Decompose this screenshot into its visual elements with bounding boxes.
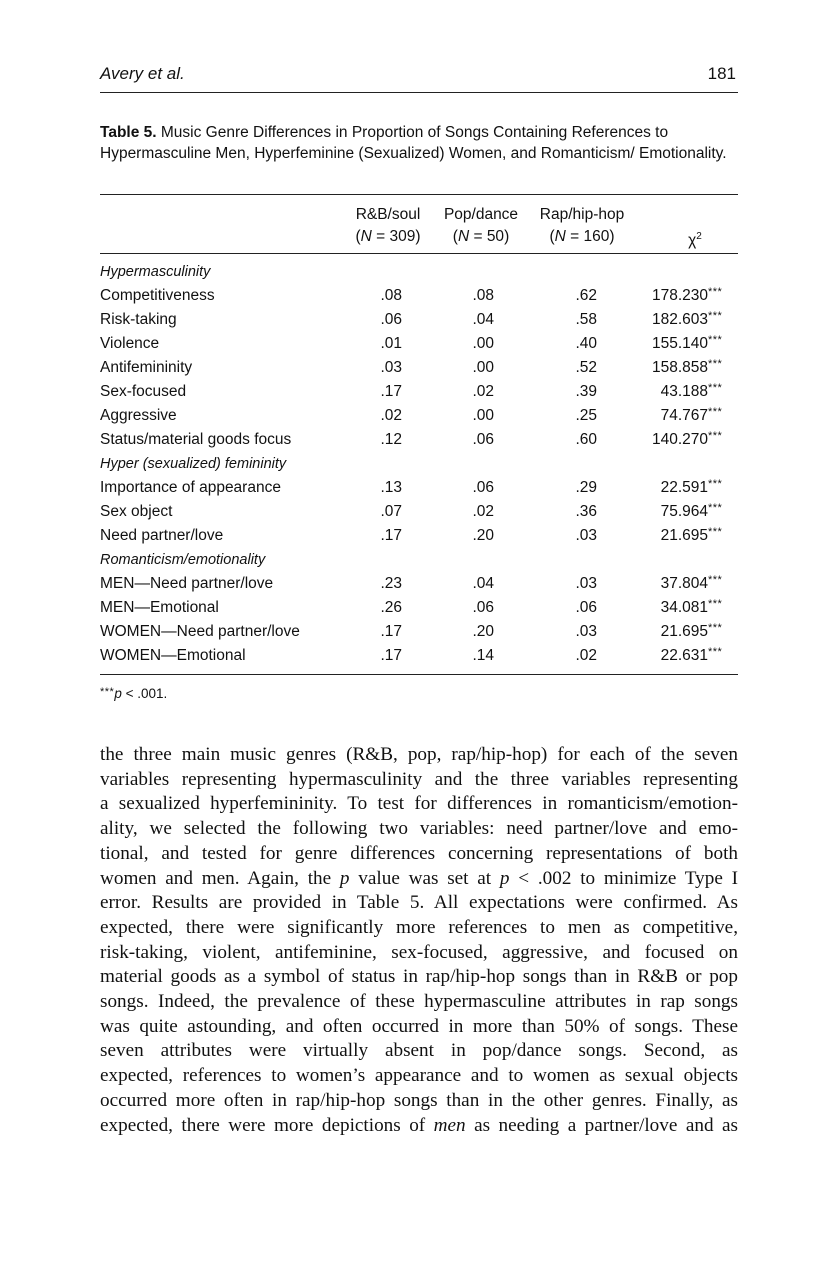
row-label: Violence — [100, 335, 160, 352]
running-head-author: Avery et al. — [100, 64, 185, 83]
column-n: (N = 50) — [452, 228, 510, 245]
cell-rap: .36 — [575, 503, 597, 520]
cell-rnb: .01 — [380, 335, 402, 352]
cell-rnb: .02 — [380, 407, 402, 424]
row-label: Competitiveness — [100, 287, 215, 304]
row-label: WOMEN—Emotional — [100, 647, 246, 664]
significance-marker: *** — [708, 622, 723, 634]
table-caption — [100, 122, 738, 164]
cell-rnb: .03 — [380, 359, 402, 376]
body-text-line: was quite astounding, and often occurred in more than 50% of songs. These — [100, 1015, 738, 1037]
table-caption-label: Table 5. — [100, 124, 157, 141]
cell-chi-square: 140.270 — [651, 431, 708, 448]
body-text — [100, 743, 738, 1138]
column-header-rap — [535, 204, 629, 248]
column-header-pop — [440, 204, 522, 248]
cell-chi-square: 158.858 — [651, 359, 708, 376]
cell-pop: .04 — [472, 311, 494, 328]
row-label: Status/material goods focus — [100, 431, 292, 448]
significance-marker: *** — [708, 358, 723, 370]
table-section-heading — [100, 548, 738, 572]
cell-rnb: .17 — [380, 527, 402, 544]
cell-pop: .14 — [472, 647, 494, 664]
row-label: Antifemininity — [100, 359, 193, 376]
table-row — [100, 332, 738, 356]
cell-rnb: .08 — [380, 287, 402, 304]
page-number: 181 — [707, 64, 736, 83]
cell-rap: .60 — [575, 431, 597, 448]
cell-rnb: .12 — [380, 431, 402, 448]
cell-pop: .00 — [472, 335, 494, 352]
body-text-line: risk-taking, violent, antifeminine, sex-focused, aggressive, and focused on — [100, 941, 738, 963]
cell-chi-square: 43.188 — [660, 383, 708, 400]
column-name: R&B/soul — [355, 206, 421, 223]
cell-pop: .02 — [472, 383, 494, 400]
table-row — [100, 476, 738, 500]
cell-rap: .29 — [575, 479, 597, 496]
column-name: Rap/hip-hop — [539, 206, 625, 223]
table-row — [100, 572, 738, 596]
table-row — [100, 380, 738, 404]
significance-marker: *** — [708, 526, 723, 538]
significance-marker: *** — [708, 382, 723, 394]
cell-chi-square: 74.767 — [660, 407, 708, 424]
row-label: Romanticism/emotionality — [100, 552, 266, 568]
body-text-line: expected, there were significantly more references to men as competitive, — [100, 916, 738, 938]
row-label: MEN—Emotional — [100, 599, 219, 616]
row-label: Need partner/love — [100, 527, 224, 544]
body-text-line: material goods as a symbol of status in rap/hip-hop songs than in R&B or pop — [100, 966, 738, 988]
cell-rnb: .13 — [380, 479, 402, 496]
cell-pop: .06 — [472, 479, 494, 496]
table-section-heading — [100, 260, 738, 284]
cell-chi-square: 182.603 — [651, 311, 708, 328]
cell-pop: .06 — [472, 431, 494, 448]
cell-rap: .03 — [575, 575, 597, 592]
body-text-line: women and men. Again, the p value was set at p < .002 to minimize Type I — [100, 867, 739, 889]
cell-chi-square: 75.964 — [660, 503, 708, 520]
body-text-line: expected, references to women’s appearance and to women as sexual objects — [100, 1065, 738, 1087]
table-row — [100, 284, 738, 308]
cell-rap: .58 — [575, 311, 597, 328]
row-label: Sex-focused — [100, 383, 187, 400]
row-label: Hyper (sexualized) femininity — [100, 456, 287, 472]
cell-chi-square: 21.695 — [660, 527, 708, 544]
cell-pop: .04 — [472, 575, 494, 592]
body-text-line: variables representing hypermasculinity and the three variables representing — [100, 768, 738, 790]
cell-rap: .03 — [575, 527, 597, 544]
cell-rnb: .17 — [380, 383, 402, 400]
cell-rap: .03 — [575, 623, 597, 640]
cell-rnb: .17 — [380, 623, 402, 640]
column-name: Pop/dance — [443, 206, 519, 223]
body-text-line: expected, there were more depictions of men as needing a partner/love and as — [100, 1114, 738, 1136]
cell-pop: .00 — [472, 359, 494, 376]
significance-marker: *** — [708, 598, 723, 610]
significance-marker: *** — [708, 646, 723, 658]
cell-rnb: .07 — [380, 503, 402, 520]
table-caption-text: Music Genre Differences in Proportion of Songs Containing References to Hypermasculine Men, Hyperfeminine (Sexualized) Women, and Romanticism/ Emotionality. — [100, 124, 727, 162]
cell-pop: .08 — [472, 287, 494, 304]
cell-rap: .39 — [575, 383, 597, 400]
cell-pop: .00 — [472, 407, 494, 424]
cell-chi-square: 155.140 — [651, 335, 708, 352]
cell-rnb: .26 — [380, 599, 402, 616]
row-label: Risk-taking — [100, 311, 177, 328]
cell-rap: .40 — [575, 335, 597, 352]
cell-chi-square: 22.631 — [660, 647, 708, 664]
row-label: Importance of appearance — [100, 479, 281, 496]
significance-marker: *** — [708, 478, 723, 490]
column-header-chi-square: $\chi^2$ — [688, 231, 702, 250]
body-text-line: ality, we selected the following two variables: need partner/love and emo- — [100, 818, 738, 840]
cell-rap: .25 — [575, 407, 597, 424]
table-row — [100, 428, 738, 452]
cell-pop: .20 — [472, 623, 494, 640]
significance-marker: *** — [708, 430, 723, 442]
table-row — [100, 500, 738, 524]
significance-marker: *** — [708, 502, 723, 514]
table-row — [100, 644, 738, 668]
row-label: Sex object — [100, 503, 173, 520]
cell-chi-square: 178.230 — [651, 287, 708, 304]
body-text-line: the three main music genres (R&B, pop, rap/hip-hop) for each of the seven — [100, 744, 738, 765]
running-head — [100, 64, 738, 93]
cell-rap: .62 — [575, 287, 597, 304]
significance-marker: *** — [708, 286, 723, 298]
table-header — [100, 195, 738, 254]
table-footnote: ***p < .001. — [100, 686, 168, 701]
significance-marker: *** — [708, 574, 723, 586]
cell-chi-square: 21.695 — [660, 623, 708, 640]
column-n: (N = 309) — [355, 228, 421, 245]
table-row — [100, 356, 738, 380]
cell-chi-square: 34.081 — [660, 599, 708, 616]
cell-rnb: .17 — [380, 647, 402, 664]
row-label: Hypermasculinity — [100, 264, 211, 280]
cell-rap: .06 — [575, 599, 597, 616]
row-label: WOMEN—Need partner/love — [100, 623, 300, 640]
data-table — [100, 194, 738, 675]
cell-pop: .20 — [472, 527, 494, 544]
cell-pop: .06 — [472, 599, 494, 616]
row-label: MEN—Need partner/love — [100, 575, 274, 592]
body-text-line: error. Results are provided in Table 5. All expectations were confirmed. As — [100, 892, 738, 914]
cell-chi-square: 22.591 — [660, 479, 708, 496]
row-label: Aggressive — [100, 407, 177, 424]
cell-chi-square: 37.804 — [660, 575, 708, 592]
body-text-line: occurred more often in rap/hip-hop songs than in the other genres. Finally, as — [100, 1089, 738, 1111]
cell-pop: .02 — [472, 503, 494, 520]
table-row — [100, 620, 738, 644]
body-text-line: a sexualized hyperfemininity. To test for differences in romanticism/emotion- — [100, 793, 738, 815]
significance-marker: *** — [708, 334, 723, 346]
body-text-line: seven attributes were virtually absent in pop/dance songs. Second, as — [100, 1040, 738, 1062]
cell-rap: .52 — [575, 359, 597, 376]
cell-rnb: .23 — [380, 575, 402, 592]
column-n: (N = 160) — [549, 228, 615, 245]
cell-rap: .02 — [575, 647, 597, 664]
body-text-line: songs. Indeed, the prevalence of these hypermasculine attributes in rap songs — [100, 991, 738, 1013]
body-text-line: tional, and tested for genre differences concerning representations of both — [100, 842, 738, 864]
column-header-rnb — [348, 204, 428, 248]
significance-marker: *** — [708, 406, 723, 418]
significance-marker: *** — [708, 310, 723, 322]
table-row — [100, 524, 738, 548]
table-row — [100, 404, 738, 428]
table-body — [100, 254, 738, 674]
table-section-heading — [100, 452, 738, 476]
table-row — [100, 596, 738, 620]
cell-rnb: .06 — [380, 311, 402, 328]
table-row — [100, 308, 738, 332]
